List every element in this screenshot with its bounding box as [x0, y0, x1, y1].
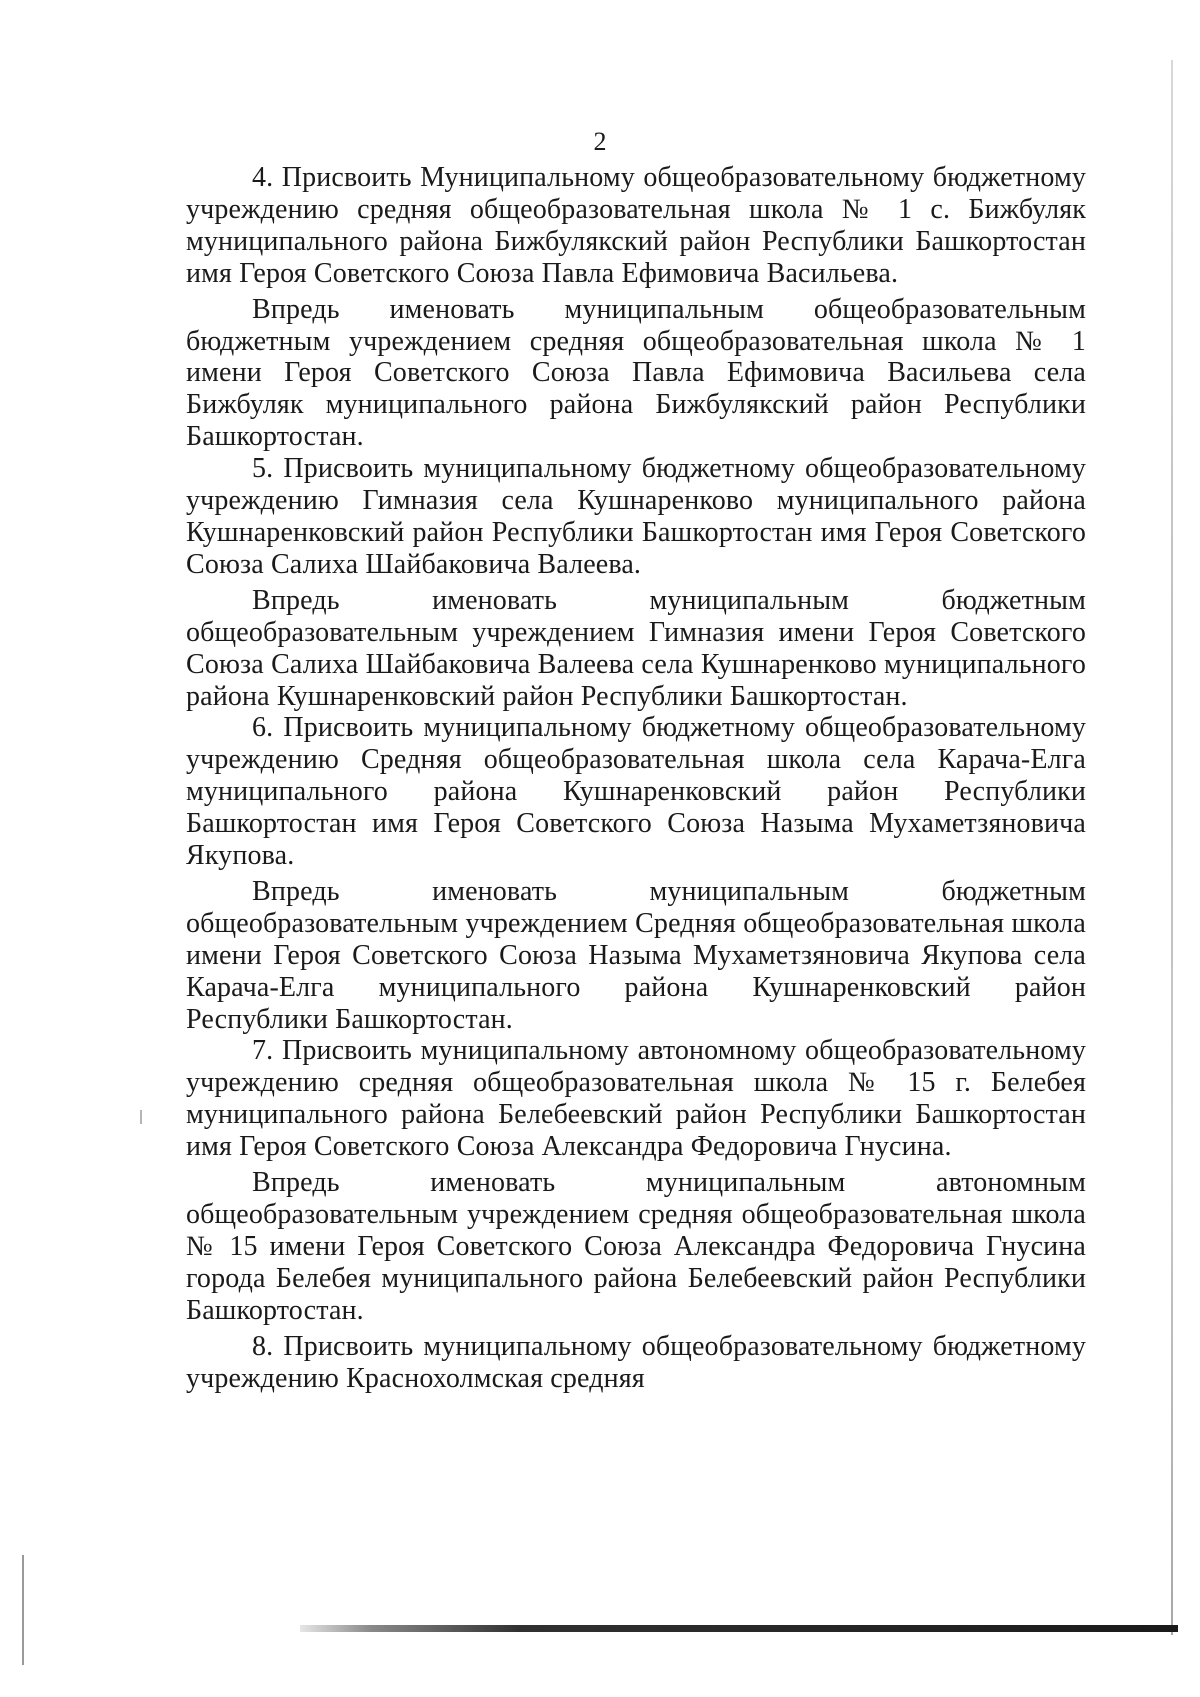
scan-dust-mark [140, 1110, 142, 1124]
paragraph-item-5-rename: Впредь именовать муниципальным бюджетным общеобразовательным учреждением Гимназия имени Героя Советского Союза Салиха Шайбаковича Валеева села Кушнаренково муниципального района Кушнаренковский район Республики Башкортостан. [186, 584, 1086, 712]
paragraph-item-7-rename: Впредь именовать муниципальным автономным общеобразовательным учреждением средняя общеобразовательная школа № 15 имени Героя Советского Союза Александра Федоровича Гнусина города Белебея муниципального района Белебеевский район Республики Башкортостан. [186, 1167, 1086, 1326]
scan-bottom-edge [300, 1625, 1178, 1632]
document-body [186, 162, 1086, 1394]
scan-edge-line [1171, 60, 1173, 1635]
paragraph-item-7: 7. Присвоить муниципальному автономному общеобразовательному учреждению средняя общеобразовательная школа № 15 г. Белебея муниципального района Белебеевский район Республики Башкортостан имя Героя Советского Союза Александра Федоровича Гнусина. [186, 1035, 1086, 1163]
paragraph-item-8: 8. Присвоить муниципальному общеобразовательному бюджетному учреждению Краснохолмская средняя [186, 1330, 1086, 1394]
page-number: 2 [593, 127, 607, 156]
paragraph-item-6: 6. Присвоить муниципальному бюджетному общеобразовательному учреждению Средняя общеобразовательная школа села Карача-Елга муниципального района Кушнаренковский район Республики Башкортостан имя Героя Советского Союза Назыма Мухаметзяновича Якупова. [186, 712, 1086, 872]
paragraph-item-4-rename: Впредь именовать муниципальным общеобразовательным бюджетным учреждением средняя общеобразовательная школа № 1 имени Героя Советского Союза Павла Ефимовича Васильева села Бижбуляк муниципального района Бижбулякский район Республики Башкортостан. [186, 293, 1086, 453]
paragraph-item-6-rename: Впредь именовать муниципальным бюджетным общеобразовательным учреждением Средняя общеобразовательная школа имени Героя Советского Союза Назыма Мухаметзяновича Якупова села Карача-Елга муниципального района Кушнаренковский район Республики Башкортостан. [186, 875, 1086, 1035]
paragraph-item-4: 4. Присвоить Муниципальному общеобразовательному бюджетному учреждению средняя общеобразовательная школа № 1 с. Бижбуляк муниципального района Бижбулякский район Республики Башкортостан имя Героя Советского Союза Павла Ефимовича Васильева. [186, 162, 1086, 289]
paragraph-item-5: 5. Присвоить муниципальному бюджетному общеобразовательному учреждению Гимназия села Кушнаренково муниципального района Кушнаренковский район Республики Башкортостан имя Героя Советского Союза Салиха Шайбаковича Валеева. [186, 453, 1086, 580]
scan-margin-mark [22, 1555, 24, 1665]
